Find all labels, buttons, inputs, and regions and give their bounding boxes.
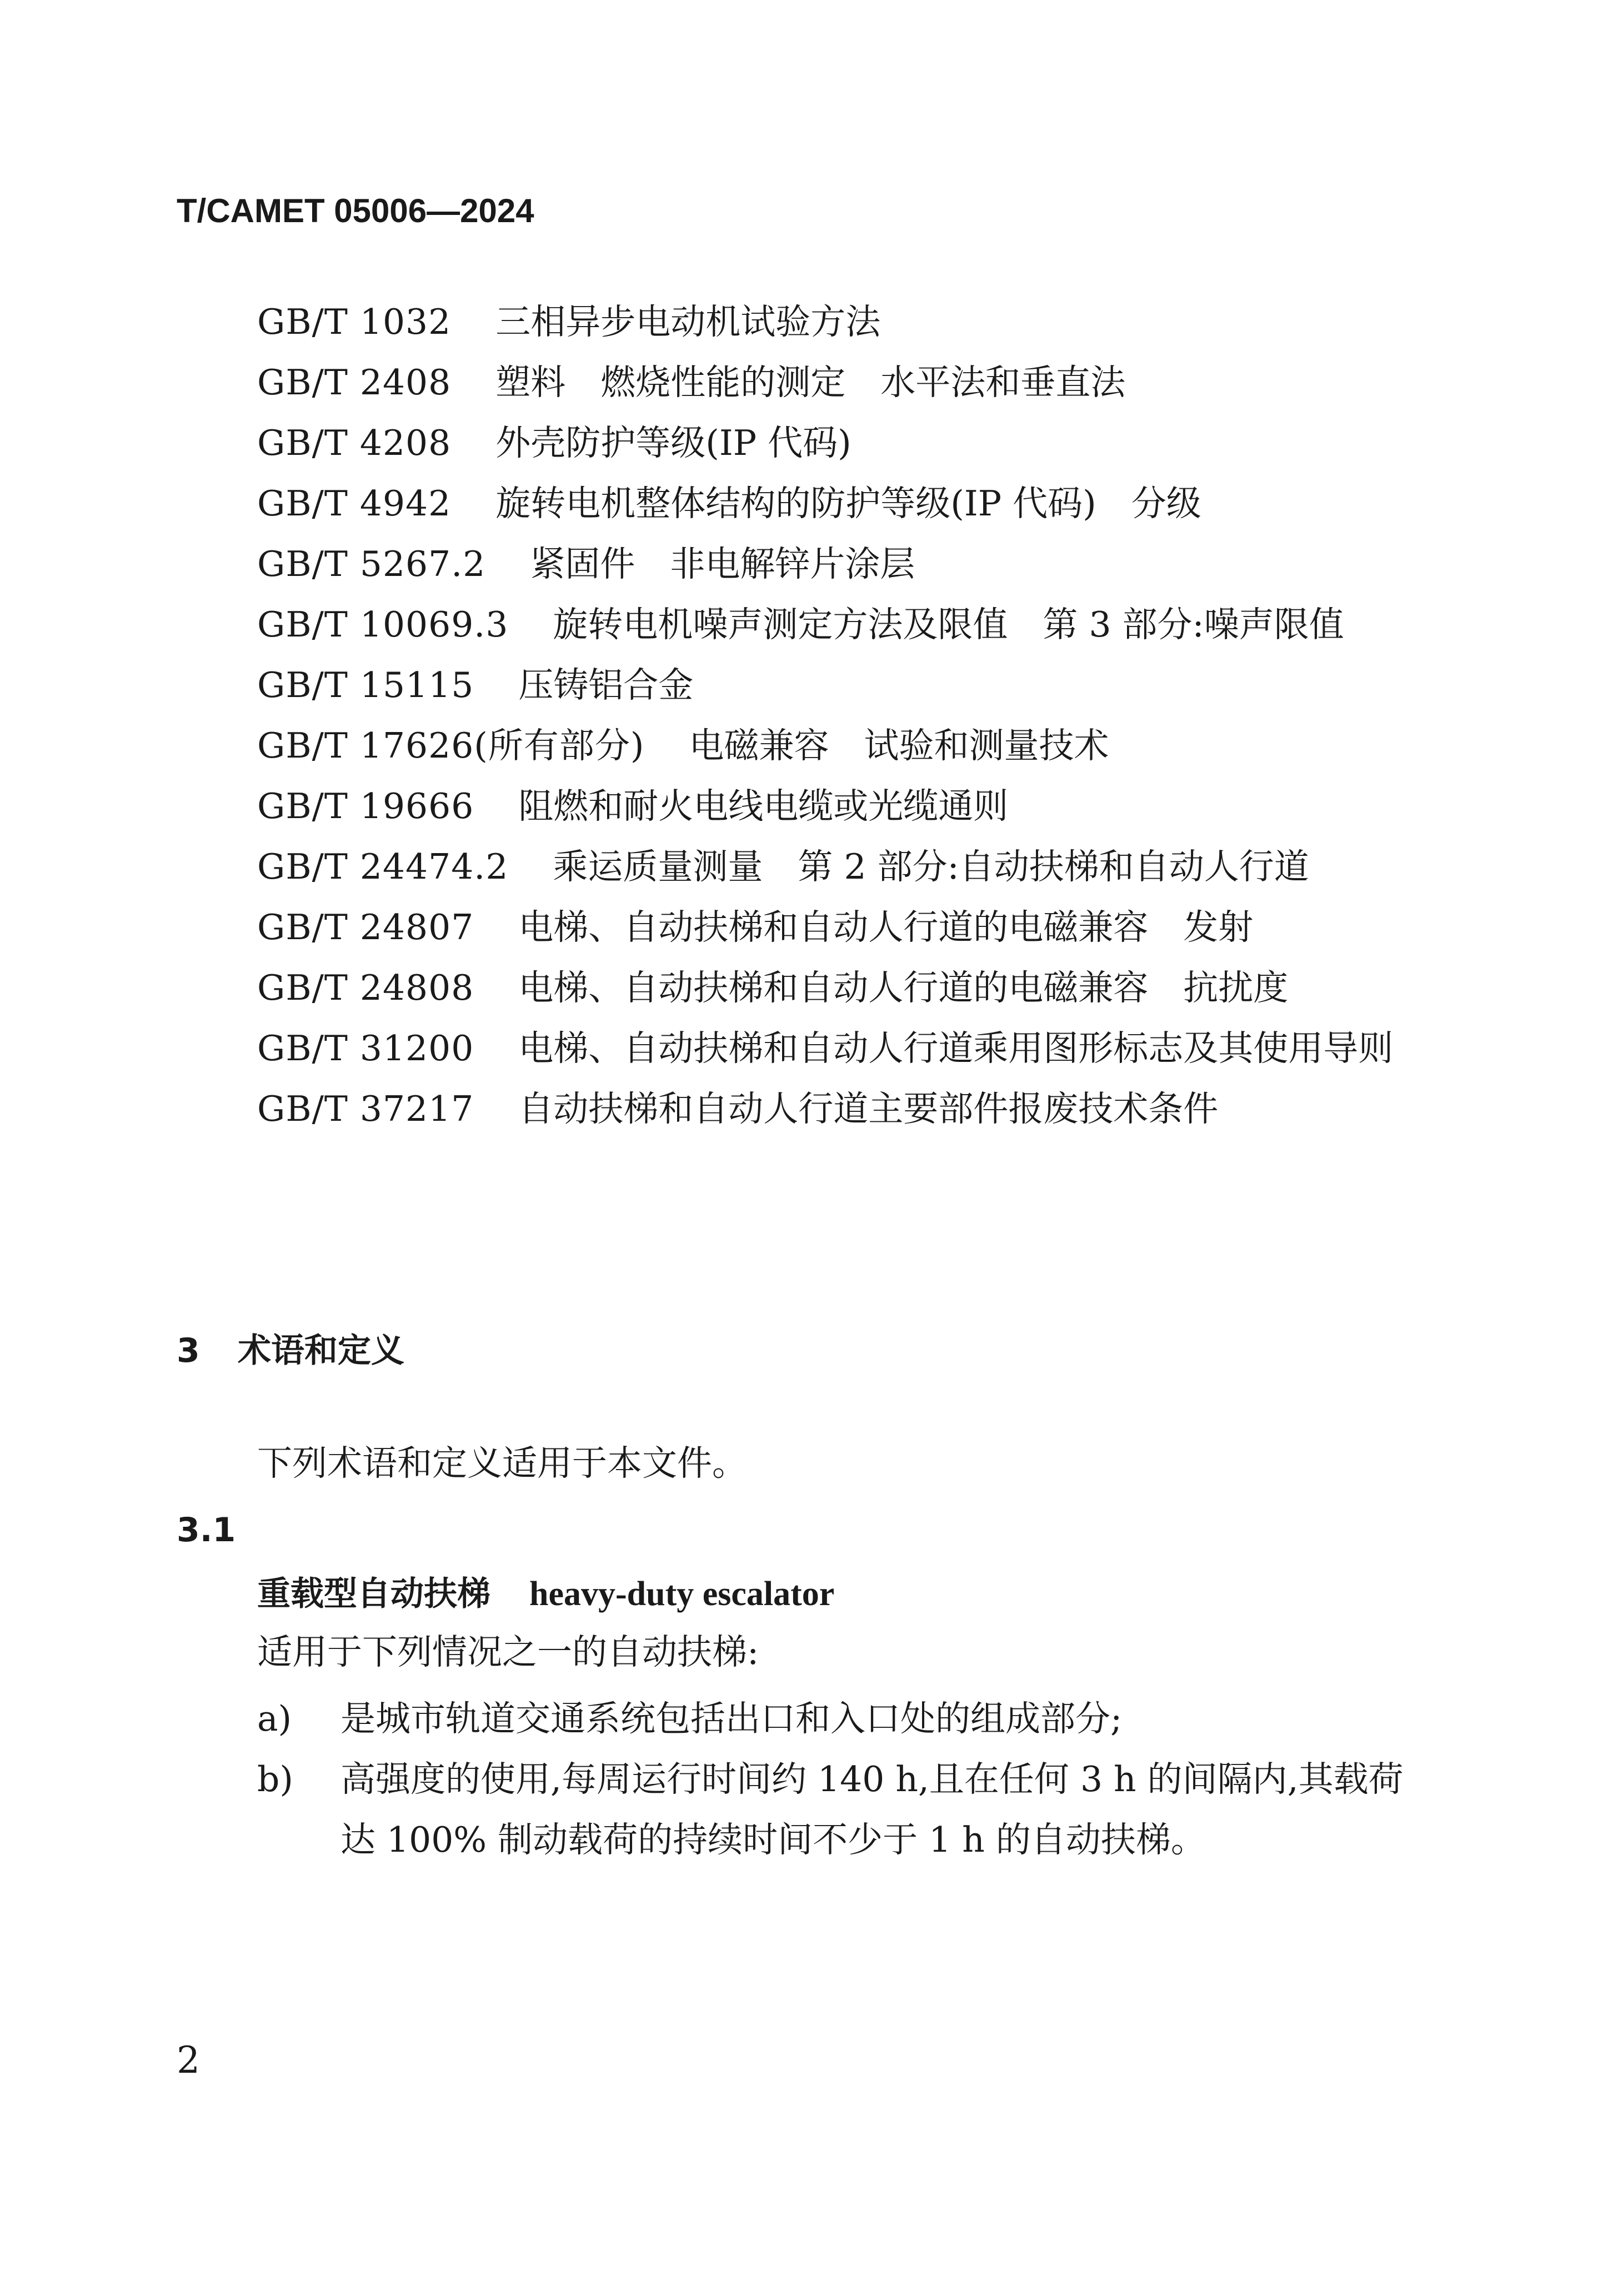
- reference-code: GB/T 31200: [257, 1028, 474, 1069]
- standard-code-header: T/CAMET 05006—2024: [177, 192, 534, 229]
- reference-title: 阻燃和耐火电线电缆或光缆通则: [518, 786, 1009, 826]
- reference-code: GB/T 24808: [257, 967, 474, 1008]
- reference-code: GB/T 24474.2: [257, 846, 509, 887]
- reference-title: 电磁兼容 试验和测量技术: [689, 725, 1109, 766]
- section-number: 3: [177, 1331, 200, 1370]
- page-number: 2: [177, 2039, 200, 2082]
- reference-title: 三相异步电动机试验方法: [495, 302, 881, 342]
- reference-item: [177, 413, 1435, 473]
- reference-title: 旋转电机整体结构的防护等级(IP 代码) 分级: [495, 483, 1201, 524]
- reference-item: [177, 1018, 1435, 1079]
- term-number: 3.1: [177, 1511, 236, 1550]
- list-item: [257, 1749, 1435, 1870]
- reference-code: GB/T 4208: [257, 423, 452, 463]
- reference-title: 旋转电机噪声测定方法及限值 第 3 部分:噪声限值: [553, 604, 1344, 645]
- reference-title: 紧固件 非电解锌片涂层: [530, 544, 915, 584]
- reference-item: [177, 715, 1435, 776]
- reference-title: 电梯、自动扶梯和自动人行道乘用图形标志及其使用导则: [518, 1028, 1394, 1069]
- section-title: 术语和定义: [238, 1331, 404, 1370]
- reference-title: 电梯、自动扶梯和自动人行道的电磁兼容 抗扰度: [518, 967, 1289, 1008]
- reference-title: 外壳防护等级(IP 代码): [495, 423, 851, 463]
- reference-code: GB/T 5267.2: [257, 544, 486, 584]
- reference-title: 压铸铝合金: [518, 665, 694, 705]
- reference-title: 塑料 燃烧性能的测定 水平法和垂直法: [495, 362, 1126, 403]
- reference-code: GB/T 10069.3: [257, 604, 509, 645]
- list-text: 高强度的使用,每周运行时间约 140 h,且在任何 3 h 的间隔内,其载荷达 100% 制动载荷的持续时间不少于 1 h 的自动扶梯。: [340, 1759, 1404, 1860]
- reference-item: [177, 957, 1435, 1018]
- list-marker: b): [257, 1759, 293, 1799]
- reference-code: GB/T 24807: [257, 907, 474, 948]
- reference-item: [177, 897, 1435, 957]
- reference-code: GB/T 15115: [257, 665, 474, 705]
- reference-item: [177, 836, 1435, 897]
- term-definition: 适用于下列情况之一的自动扶梯:: [257, 1632, 759, 1672]
- reference-code: GB/T 1032: [257, 302, 452, 342]
- list-text: 是城市轨道交通系统包括出口和入口处的组成部分;: [340, 1698, 1123, 1739]
- reference-code: GB/T 2408: [257, 362, 452, 403]
- term-title-zh: 重载型自动扶梯: [257, 1575, 490, 1613]
- reference-title: 电梯、自动扶梯和自动人行道的电磁兼容 发射: [518, 907, 1254, 948]
- list-item: [257, 1688, 1435, 1749]
- reference-item: [177, 655, 1435, 715]
- term-title-en: heavy-duty escalator: [529, 1575, 835, 1613]
- reference-item: [177, 534, 1435, 594]
- reference-code: GB/T 4942: [257, 483, 452, 524]
- reference-code: GB/T 19666: [257, 786, 474, 826]
- normative-references-list: [177, 292, 1435, 1139]
- reference-item: [177, 352, 1435, 413]
- reference-code: GB/T 17626(所有部分): [257, 725, 645, 766]
- section-heading: [177, 1329, 404, 1373]
- list-marker: a): [257, 1698, 292, 1739]
- term-conditions-list: [257, 1688, 1435, 1870]
- reference-item: [177, 473, 1435, 534]
- reference-item: [177, 594, 1435, 655]
- term-heading: [257, 1572, 834, 1616]
- reference-item: [177, 292, 1435, 352]
- reference-item: [177, 776, 1435, 836]
- reference-item: [177, 1079, 1435, 1139]
- section-intro: 下列术语和定义适用于本文件。: [257, 1443, 747, 1483]
- reference-code: GB/T 37217: [257, 1089, 474, 1129]
- reference-title: 乘运质量测量 第 2 部分:自动扶梯和自动人行道: [553, 846, 1309, 887]
- reference-title: 自动扶梯和自动人行道主要部件报废技术条件: [518, 1089, 1219, 1129]
